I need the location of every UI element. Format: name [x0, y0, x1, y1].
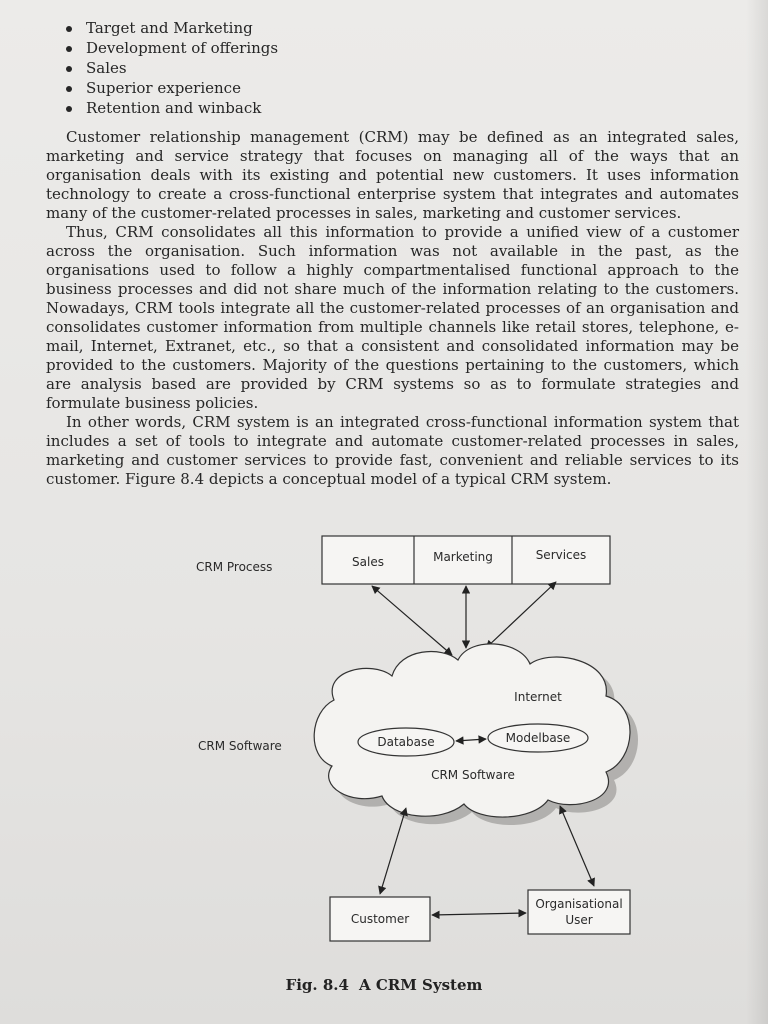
bullet-item: Retention and winback — [64, 98, 278, 118]
figure-caption — [0, 976, 768, 994]
figure-title: A CRM System — [358, 976, 483, 994]
arrow-customer-org-user — [432, 913, 526, 915]
process-marketing: Marketing — [433, 550, 493, 564]
modelbase-label: Modelbase — [505, 731, 571, 745]
paragraph: Customer relationship management (CRM) may be defined as an integrated sales, marketing and service strategy that focuses on managing all of the ways that an organisation deals with its existing and potential new customers. It uses information technology to create a cross-functional enterprise system that integrates and automates many of the customer-related processes in sales, marketing and customer services. — [46, 128, 739, 222]
bullet-item: Sales — [64, 58, 278, 78]
bullet-item: Target and Marketing — [64, 18, 278, 38]
process-services: Services — [535, 548, 587, 562]
bullet-item: Development of offerings — [64, 38, 278, 58]
figure-number: Fig. 8.4 — [285, 976, 349, 994]
paragraph: In other words, CRM system is an integrated cross-functional information system that includes a set of tools to integrate and automate customer-related processes in sales, marketing and customer services to provide fast, convenient and reliable services to its customer. Figure 8.4 depicts a conceptual model of a typical CRM system. — [46, 413, 739, 488]
customer-label: Customer — [350, 912, 410, 926]
crm-process-boxes — [322, 536, 610, 584]
database-label: Database — [377, 735, 435, 749]
crm-software-cloud — [314, 644, 630, 817]
arrow-sales-cloud — [372, 586, 452, 655]
bullet-item: Superior experience — [64, 78, 278, 98]
paragraph: Thus, CRM consolidates all this information to provide a unified view of a customer across the organisation. Such information was not available in the past, as the organisations used to follow a highly compartmentalised functional approach to the business processes and did not share much of the information relating to the customers. Nowadays, CRM tools integrate all the customer-related processes of an organisation and consolidates customer information from multiple channels like retail stores, telephone, e-mail, Internet, Extranet, etc., so that a consistent and consolidated information may be provided to the customers. Majority of the questions pertaining to the customers, which are analysis based are provided by CRM systems so as to formulate strategies and formulate business policies. — [46, 223, 739, 412]
cloud-crm-software-label: CRM Software — [431, 768, 515, 782]
internet-label: Internet — [514, 690, 562, 704]
crm-process-label: CRM Process — [196, 560, 273, 574]
arrow-cloud-org-user — [560, 806, 594, 886]
process-sales: Sales — [352, 555, 384, 569]
org-user-label-line1: Organisational — [535, 897, 623, 911]
arrow-services-cloud — [486, 582, 556, 648]
arrow-cloud-customer — [380, 808, 406, 894]
org-user-label-line2: User — [565, 913, 593, 927]
crm-software-side-label: CRM Software — [198, 739, 282, 753]
